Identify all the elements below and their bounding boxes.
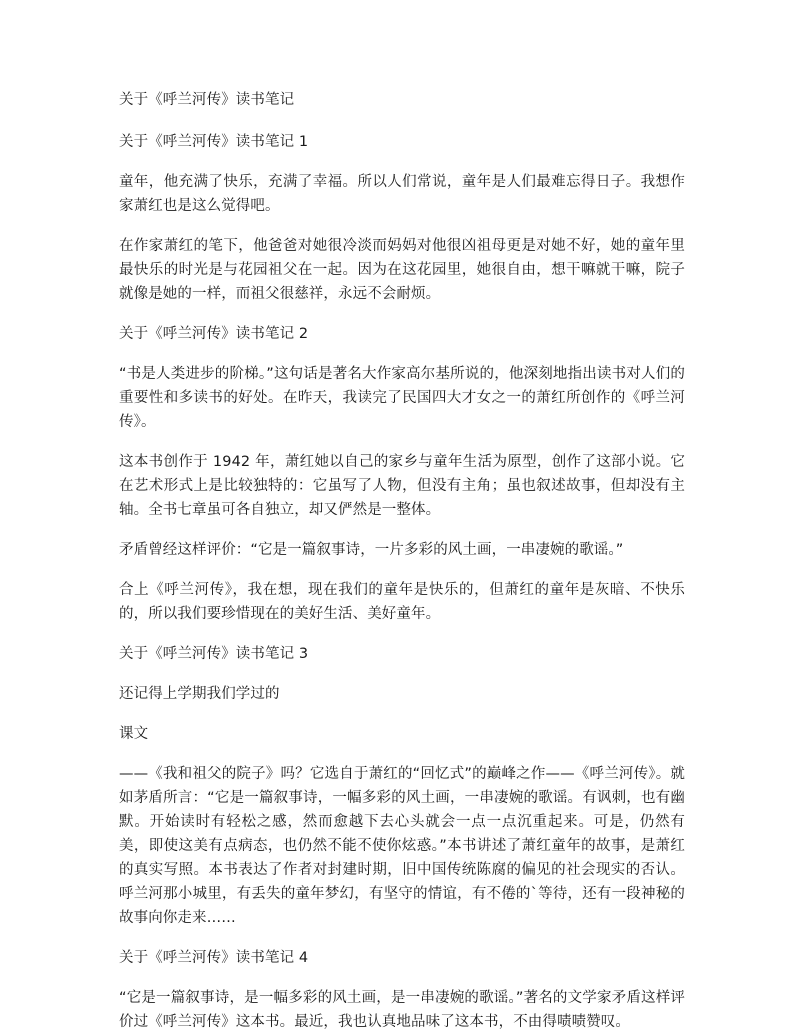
section-2-paragraph-4: 合上《呼兰河传》，我在想，现在我们的童年是快乐的，但萧红的童年是灰暗、不快乐的，所以我们要珍惜现在的美好生活、美好童年。: [119, 582, 685, 622]
section-3-paragraph-2: 课文: [119, 726, 149, 742]
section-4-heading: 关于《呼兰河传》读书笔记 4: [119, 950, 309, 966]
section-3-heading: 关于《呼兰河传》读书笔记 3: [119, 646, 309, 662]
section-2-paragraph-3: 矛盾曾经这样评价：“它是一篇叙事诗，一片多彩的风土画，一串凄婉的歌谣。”: [119, 542, 624, 558]
section-1-paragraph-1: 童年，他充满了快乐，充满了幸福。所以人们常说，童年是人们最难忘得日子。我想作家萧红也是这么觉得吧。: [119, 174, 685, 214]
section-4-paragraph-1: “它是一篇叙事诗，是一幅多彩的风土画，是一串凄婉的歌谣。”著名的文学家矛盾这样评价过《呼兰河传》这本书。最近，我也认真地品味了这本书，不由得啧啧赞叹。: [119, 990, 685, 1030]
section-1-paragraph-2: 在作家萧红的笔下，他爸爸对她很冷淡而妈妈对他很凶祖母更是对她不好，她的童年里最快乐的时光是与花园祖父在一起。因为在这花园里，她很自由，想干嘛就干嘛，院子就像是她的一样，而祖父很慈祥，永远不会耐烦。: [119, 238, 685, 302]
section-2-paragraph-1: “书是人类进步的阶梯。”这句话是著名大作家高尔基所说的，他深刻地指出读书对人们的重要性和多读书的好处。在昨天，我读完了民国四大才女之一的萧红所创作的《呼兰河传》。: [119, 366, 685, 430]
section-2-heading: 关于《呼兰河传》读书笔记 2: [119, 326, 309, 342]
section-3-paragraph-1: 还记得上学期我们学过的: [119, 686, 280, 702]
section-3-paragraph-3: ——《我和祖父的院子》吗？它选自于萧红的“回忆式”的巅峰之作——《呼兰河传》。就如茅盾所言：“它是一篇叙事诗，一幅多彩的风土画，一串凄婉的歌谣。有讽刺，也有幽默。开始读时有轻松之感，然而愈越下去心头就会一点一点沉重起来。可是，仍然有美，即使这美有点病态，也仍然不能不使你炫惑。”本书讲述了萧红童年的故事，是萧红的真实写照。本书表达了作者对封建时期，旧中国传统陈腐的偏见的社会现实的否认。呼兰河那小城里，有丢失的童年梦幻，有坚守的情谊，有不倦的`等待，还有一段神秘的故事向你走来……: [119, 766, 685, 926]
document-page: [119, 88, 685, 1034]
document-title: 关于《呼兰河传》读书笔记: [119, 92, 295, 108]
section-2-paragraph-2: 这本书创作于 1942 年，萧红她以自己的家乡与童年生活为原型，创作了这部小说。它在艺术形式上是比较独特的：它虽写了人物，但没有主角；虽也叙述故事，但却没有主轴。全书七章虽可各自独立，却又俨然是一整体。: [119, 454, 685, 518]
section-1-heading: 关于《呼兰河传》读书笔记 1: [119, 134, 309, 150]
